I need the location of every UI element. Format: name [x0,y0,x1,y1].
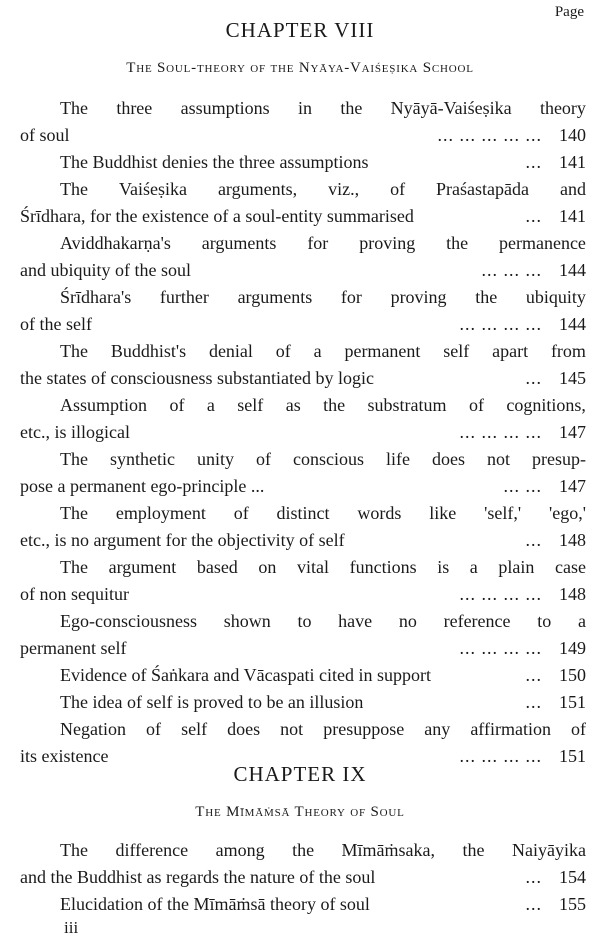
toc-entry-continuation: permanent self [20,638,127,658]
toc-page-number: 154 [559,867,586,887]
toc-entry-first-line: Negation of self does not presuppose any affirmation of [60,719,586,739]
toc-leader-dots: ... [525,867,542,887]
page-number-footer: iii [64,918,79,937]
toc-leader-dots: ... [525,665,542,685]
toc-entry-first-line: The Vaiśeṣika arguments, viz., of Praśastapāda and [60,179,586,199]
toc-entry[interactable] [20,149,586,176]
toc-entry-title: Elucidation of the Mīmāṁsā theory of soul [60,894,370,914]
toc-entry-title: The idea of self is proved to be an illusion [60,692,364,712]
toc-entry-continuation: of soul [20,125,70,145]
toc-entry[interactable] [20,95,586,149]
chapter-8-contents [20,95,586,770]
toc-leader-dots: ... ... [503,476,542,496]
toc-page-number: 151 [559,746,586,766]
toc-entry-continuation: pose a permanent ego-principle ... [20,476,265,496]
toc-page-number: 155 [559,894,586,914]
chapter-8-title: CHAPTER VIII [225,18,375,42]
toc-entry[interactable] [20,446,586,500]
toc-entry-first-line: Ego-consciousness shown to have no reference to a [60,611,586,631]
chapter-9-contents [20,837,586,918]
toc-page-number: 144 [559,314,586,334]
toc-entry[interactable] [20,392,586,446]
toc-entry-continuation: of the self [20,314,92,334]
toc-leader-dots: ... [525,368,542,388]
toc-leader-dots: ... ... ... ... [459,422,542,442]
toc-leader-dots: ... ... ... ... [459,584,542,604]
toc-leader-dots: ... [525,152,542,172]
toc-entry[interactable] [20,284,586,338]
toc-entry-continuation: the states of consciousness substantiated by logic [20,368,374,388]
toc-leader-dots: ... ... ... [481,260,542,280]
toc-leader-dots: ... [525,206,542,226]
chapter-9-title: CHAPTER IX [233,762,367,786]
toc-leader-dots: ... [525,530,542,550]
toc-entry-continuation: Śrīdhara, for the existence of a soul-entity summarised [20,206,414,226]
toc-entry[interactable] [20,338,586,392]
toc-entry-title: Evidence of Śaṅkara and Vācaspati cited in support [60,665,432,685]
toc-entry-first-line: The employment of distinct words like 'self,' 'ego,' [60,503,586,523]
toc-entry-first-line: The Buddhist's denial of a permanent self apart from [60,341,586,361]
toc-entry[interactable] [20,689,586,716]
toc-page-number: 150 [559,665,586,685]
toc-leader-dots: ... [525,692,542,712]
toc-entry[interactable] [20,608,586,662]
toc-entry-continuation: etc., is illogical [20,422,130,442]
toc-entry-continuation: and ubiquity of the soul [20,260,191,280]
chapter-9-subtitle: The Mīmāṁsā Theory of Soul [195,804,405,820]
toc-entry-first-line: Assumption of a self as the substratum of cognitions, [60,395,586,415]
chapter-8-subtitle: The Soul-theory of the Nyāya-Vaiśeṣika School [126,60,474,76]
toc-entry[interactable] [20,837,586,891]
toc-page-number: 148 [559,584,586,604]
toc-entry-first-line: The three assumptions in the Nyāyā-Vaiśeṣika theory [60,98,586,118]
toc-entry-first-line: The synthetic unity of conscious life does not presup- [60,449,586,469]
toc-entry-first-line: Śrīdhara's further arguments for proving the ubiquity [60,287,586,307]
toc-entry-first-line: The difference among the Mīmāṁsaka, the Naiyāyika [60,840,586,860]
toc-entry[interactable] [20,891,586,918]
toc-page-number: 149 [559,638,586,658]
toc-leader-dots: ... ... ... ... [459,746,542,766]
toc-entry-first-line: Aviddhakarṇa's arguments for proving the permanence [60,233,586,253]
toc-page-number: 141 [559,152,586,172]
toc-entry[interactable] [20,662,586,689]
toc-entry-continuation: its existence [20,746,109,766]
toc-entry[interactable] [20,554,586,608]
toc-entry-continuation: of non sequitur [20,584,129,604]
toc-entry[interactable] [20,176,586,230]
toc-leader-dots: ... [525,894,542,914]
toc-entry[interactable] [20,500,586,554]
toc-entry-title: The Buddhist denies the three assumptions [60,152,369,172]
toc-entry-continuation: etc., is no argument for the objectivity of self [20,530,345,550]
toc-page-number: 151 [559,692,586,712]
toc-page-number: 141 [559,206,586,226]
toc-page-number: 148 [559,530,586,550]
toc-page-number: 144 [559,260,586,280]
toc-page-number: 147 [559,476,586,496]
toc-leader-dots: ... ... ... ... [459,638,542,658]
toc-leader-dots: ... ... ... ... ... [437,125,542,145]
toc-leader-dots: ... ... ... ... [459,314,542,334]
toc-entry[interactable] [20,230,586,284]
toc-entry-first-line: The argument based on vital functions is a plain case [60,557,586,577]
toc-page-number: 145 [559,368,586,388]
toc-page-number: 147 [559,422,586,442]
toc-entry-continuation: and the Buddhist as regards the nature of the soul [20,867,376,887]
toc-page-number: 140 [559,125,586,145]
page-column-label: Page [554,4,584,20]
